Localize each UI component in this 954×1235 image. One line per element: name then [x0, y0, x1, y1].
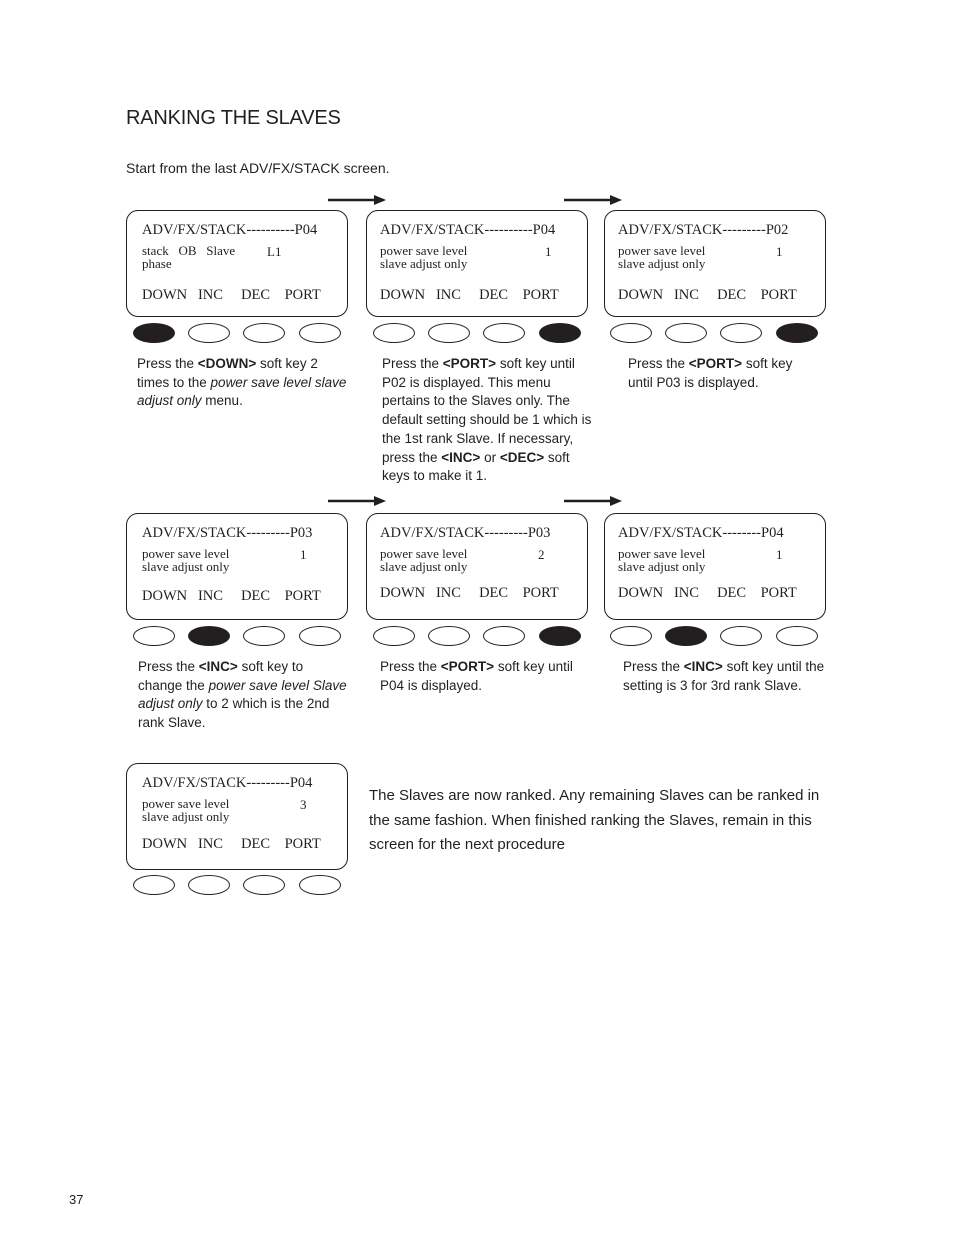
- lcd-header: ADV/FX/STACK--------P04: [618, 525, 784, 541]
- step-note-2: Press the <PORT> soft key until P02 is displayed. This menu pertains to the Slaves only. The default setting should be 1 which is the 1st rank Slave. If necessary, press the <INC> or <DEC> soft keys to make it 1.: [382, 356, 592, 484]
- lcd-header: ADV/FX/STACK----------P04: [142, 222, 318, 238]
- lcd-value: 1: [776, 547, 783, 562]
- lcd-header: ADV/FX/STACK----------P04: [380, 222, 556, 238]
- lcd-screen-3: [604, 210, 826, 317]
- lcd-header: ADV/FX/STACK---------P03: [142, 525, 313, 541]
- page-title: RANKING THE SLAVES: [126, 107, 341, 129]
- port-softkey-pressed[interactable]: [776, 323, 818, 343]
- port-softkey[interactable]: [299, 626, 341, 646]
- step-note-6: Press the <INC> soft key until the setting is 3 for 3rd rank Slave.: [623, 659, 825, 693]
- lcd-screen-6: [604, 513, 826, 620]
- lcd-screen-2: [366, 210, 588, 317]
- lcd-value: 3: [300, 797, 307, 812]
- lcd-line-2: power save level: [142, 546, 230, 561]
- inc-softkey[interactable]: [665, 323, 707, 343]
- down-softkey[interactable]: [610, 626, 652, 646]
- inc-softkey-pressed[interactable]: [665, 626, 707, 646]
- softkey-row-6: [603, 626, 823, 648]
- lcd-line-3: slave adjust only: [618, 256, 706, 271]
- dec-softkey[interactable]: [243, 323, 285, 343]
- lcd-header: ADV/FX/STACK---------P02: [618, 222, 789, 238]
- next-arrow-icon: [328, 195, 386, 205]
- lcd-line-3: slave adjust only: [618, 559, 706, 574]
- step-note-1: Press the <DOWN> soft key 2 times to the power save level slave adjust only menu.: [137, 356, 347, 409]
- softkey-row-5: [366, 626, 586, 648]
- lcd-line-2: power save level: [142, 796, 230, 811]
- lcd-value: 1: [545, 244, 552, 259]
- port-softkey-pressed[interactable]: [539, 323, 581, 343]
- lcd-screen-1: [126, 210, 348, 317]
- inc-softkey[interactable]: [428, 626, 470, 646]
- down-softkey-pressed[interactable]: [133, 323, 175, 343]
- lcd-softkey-labels: DOWN INC DEC PORT: [142, 588, 321, 604]
- lcd-line-2: power save level: [380, 243, 468, 258]
- softkey-row-4: [126, 626, 346, 648]
- lcd-value: 1: [776, 244, 783, 259]
- down-softkey[interactable]: [133, 875, 175, 895]
- lcd-screen-5: [366, 513, 588, 620]
- inc-softkey-pressed[interactable]: [188, 626, 230, 646]
- port-softkey[interactable]: [776, 626, 818, 646]
- next-arrow-icon: [328, 496, 386, 506]
- lcd-header: ADV/FX/STACK---------P04: [142, 775, 313, 791]
- softkey-row-1: [126, 323, 346, 345]
- lcd-softkey-labels: DOWN INC DEC PORT: [618, 287, 797, 303]
- port-softkey[interactable]: [299, 875, 341, 895]
- dec-softkey[interactable]: [483, 323, 525, 343]
- inc-softkey[interactable]: [428, 323, 470, 343]
- lcd-header: ADV/FX/STACK---------P03: [380, 525, 551, 541]
- lcd-value: 1: [300, 547, 307, 562]
- lcd-screen-7: [126, 763, 348, 870]
- softkey-row-7: [126, 875, 346, 897]
- down-softkey[interactable]: [610, 323, 652, 343]
- softkey-row-2: [366, 323, 586, 345]
- port-softkey[interactable]: [299, 323, 341, 343]
- lcd-softkey-labels: DOWN INC DEC PORT: [142, 287, 321, 303]
- softkey-row-3: [603, 323, 823, 345]
- dec-softkey[interactable]: [720, 323, 762, 343]
- lcd-line-3: slave adjust only: [380, 559, 468, 574]
- step-note-5: Press the <PORT> soft key until P04 is displayed.: [380, 659, 573, 693]
- inc-softkey[interactable]: [188, 323, 230, 343]
- lcd-softkey-labels: DOWN INC DEC PORT: [380, 287, 559, 303]
- lcd-line-3: slave adjust only: [142, 559, 230, 574]
- dec-softkey[interactable]: [243, 875, 285, 895]
- port-softkey-pressed[interactable]: [539, 626, 581, 646]
- dec-softkey[interactable]: [720, 626, 762, 646]
- down-softkey[interactable]: [133, 626, 175, 646]
- lcd-value: 2: [538, 547, 545, 562]
- down-softkey[interactable]: [373, 323, 415, 343]
- dec-softkey[interactable]: [243, 626, 285, 646]
- page-number: 37: [69, 1192, 84, 1207]
- lcd-line-2: stack OB Slave: [142, 243, 236, 258]
- final-instruction-text: The Slaves are now ranked. Any remaining Slaves can be ranked in the same fashion. When finished ranking the Slaves, remain in this screen for the next procedure: [369, 787, 820, 853]
- dec-softkey[interactable]: [483, 626, 525, 646]
- lcd-screen-4: [126, 513, 348, 620]
- lcd-line-3: slave adjust only: [380, 256, 468, 271]
- lcd-softkey-labels: DOWN INC DEC PORT: [618, 585, 797, 601]
- lcd-value: L1: [267, 244, 282, 259]
- lcd-line-3: phase: [142, 256, 172, 271]
- intro-text: Start from the last ADV/FX/STACK screen.: [126, 160, 390, 176]
- lcd-line-3: slave adjust only: [142, 809, 230, 824]
- step-note-4: Press the <INC> soft key to change the power save level Slave adjust only to 2 which is the 2nd rank Slave.: [138, 659, 347, 731]
- lcd-line-2: power save level: [618, 243, 706, 258]
- lcd-softkey-labels: DOWN INC DEC PORT: [142, 836, 321, 852]
- lcd-line-2: power save level: [380, 546, 468, 561]
- inc-softkey[interactable]: [188, 875, 230, 895]
- lcd-softkey-labels: DOWN INC DEC PORT: [380, 585, 559, 601]
- next-arrow-icon: [564, 195, 622, 205]
- next-arrow-icon: [564, 496, 622, 506]
- step-note-3: Press the <PORT> soft key until P03 is displayed.: [628, 356, 793, 390]
- lcd-line-2: power save level: [618, 546, 706, 561]
- down-softkey[interactable]: [373, 626, 415, 646]
